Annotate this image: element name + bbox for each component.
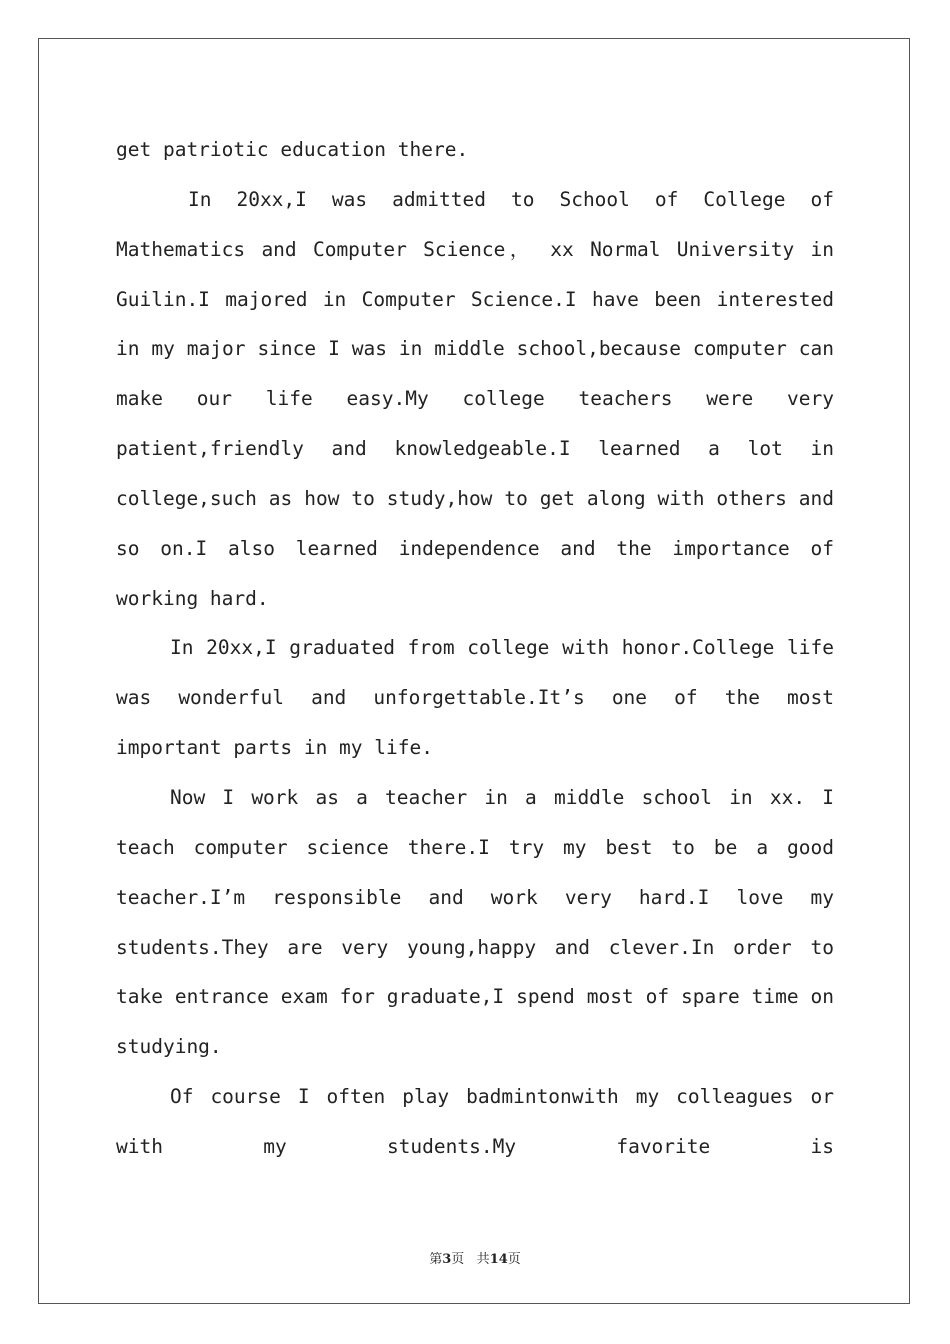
footer-total-pages: 14 <box>489 1252 508 1267</box>
footer-prefix: 第 <box>429 1252 443 1267</box>
document-body <box>116 125 834 1172</box>
paragraph-5: Of course I often play badmintonwith my colleagues or with my students.My favorite is <box>116 1085 834 1158</box>
paragraph-4: Now I work as a teacher in a middle school in xx. I teach computer science there.I try my best to be a good teacher.I’m responsible and work very hard.I love my students.They are very young,happy and clever.In order to take entrance exam for graduate,I spend most of spare time on studying. <box>116 785 834 1059</box>
footer-page-suffix: 页 <box>451 1252 465 1267</box>
footer-total-prefix: 共 <box>476 1252 490 1267</box>
footer-total-suffix: 页 <box>507 1252 521 1267</box>
footer-page-number: 3 <box>442 1252 452 1267</box>
paragraph-2: In 20xx,I was admitted to School of College of Mathematics and Computer Science， xx Normal University in Guilin.I majored in Computer Science.I have been interested in my major since I was in middle school,because computer can make our life easy.My college teachers were very patient,friendly and knowledgeable.I learned a lot in college,such as how to study,how to get along with others and so on.I also learned independence and the importance of working hard. <box>116 187 834 610</box>
paragraph-3: In 20xx,I graduated from college with honor.College life was wonderful and unforgettable.It’s one of the most important parts in my life. <box>116 636 834 760</box>
paragraph-1: get patriotic education there. <box>116 138 469 161</box>
page-footer <box>0 1248 950 1267</box>
